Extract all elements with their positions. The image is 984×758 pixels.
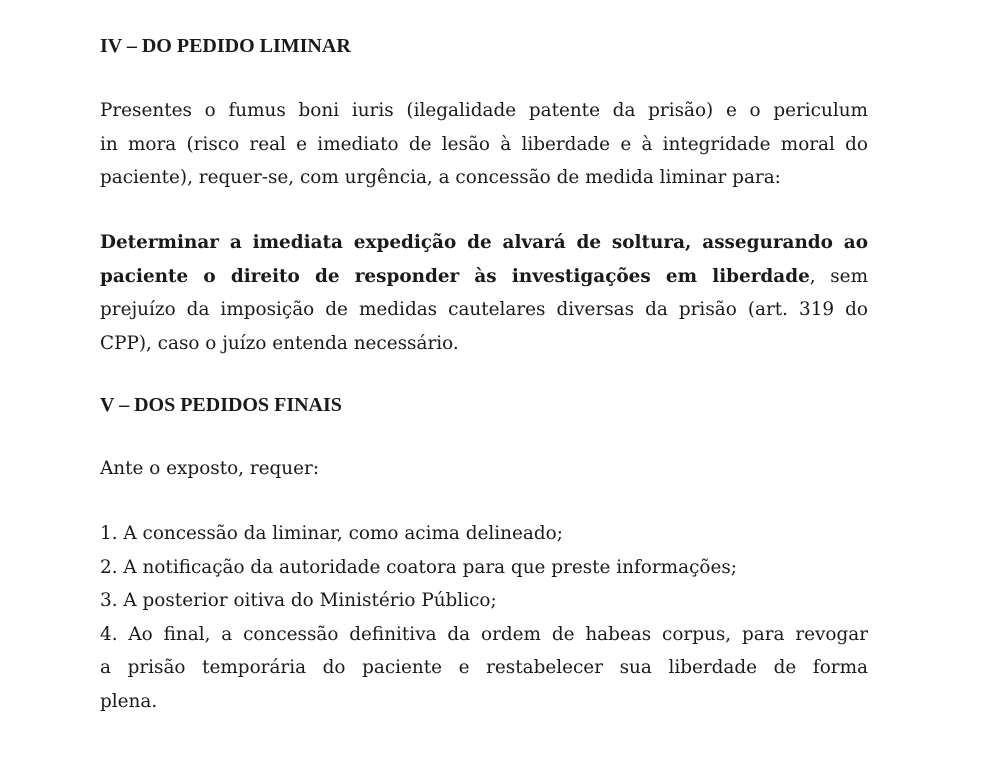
paragraph-line: in mora (risco real e imediato de lesão à liberdade e à integridade moral do: [100, 133, 868, 155]
list-item: [100, 517, 868, 551]
paragraph-line: [100, 260, 868, 294]
list-item: [100, 618, 868, 719]
list-item: [100, 551, 868, 585]
paragraph-line: paciente), requer-se, com urgência, a concessão de medida liminar para:: [100, 167, 781, 188]
request-text: , sem: [809, 265, 869, 287]
list-item-line: 4. Ao final, a concessão definitiva da ordem de habeas corpus, para revogar: [100, 623, 868, 645]
section-heading-pedidos-finais: V – DOS PEDIDOS FINAIS: [100, 394, 342, 416]
list-item-line: plena.: [100, 690, 158, 712]
list-item-line: 2. A notificação da autoridade coatora para que preste informações;: [100, 556, 737, 578]
paragraph-line: [100, 226, 868, 260]
paragraph-liminar-request: [100, 226, 868, 360]
section-heading-pedido-liminar: IV – DO PEDIDO LIMINAR: [100, 35, 351, 57]
paragraph-fumus-periculum: [100, 94, 868, 195]
list-item-line: a prisão temporária do paciente e restabelecer sua liberdade de forma: [100, 657, 868, 678]
paragraph-ante-exposto: [100, 452, 868, 486]
bold-request-text: Determinar a imediata expedição de alvará de soltura, assegurando ao: [100, 232, 868, 253]
list-item-line: 1. A concessão da liminar, como acima delineado;: [100, 523, 563, 544]
bold-request-text: paciente o direito de responder às investigações em liberdade: [100, 265, 810, 287]
list-item: [100, 584, 868, 618]
paragraph-line: CPP), caso o juízo entenda necessário.: [100, 332, 459, 354]
paragraph-line: prejuízo da imposição de medidas cautelares diversas da prisão (art. 319 do: [100, 299, 868, 320]
final-requests-list: [100, 517, 868, 718]
paragraph-line: Presentes o fumus boni iuris (ilegalidade patente da prisão) e o periculum: [100, 100, 868, 121]
paragraph-line: Ante o exposto, requer:: [100, 458, 320, 479]
list-item-line: 3. A posterior oitiva do Ministério Público;: [100, 590, 497, 611]
